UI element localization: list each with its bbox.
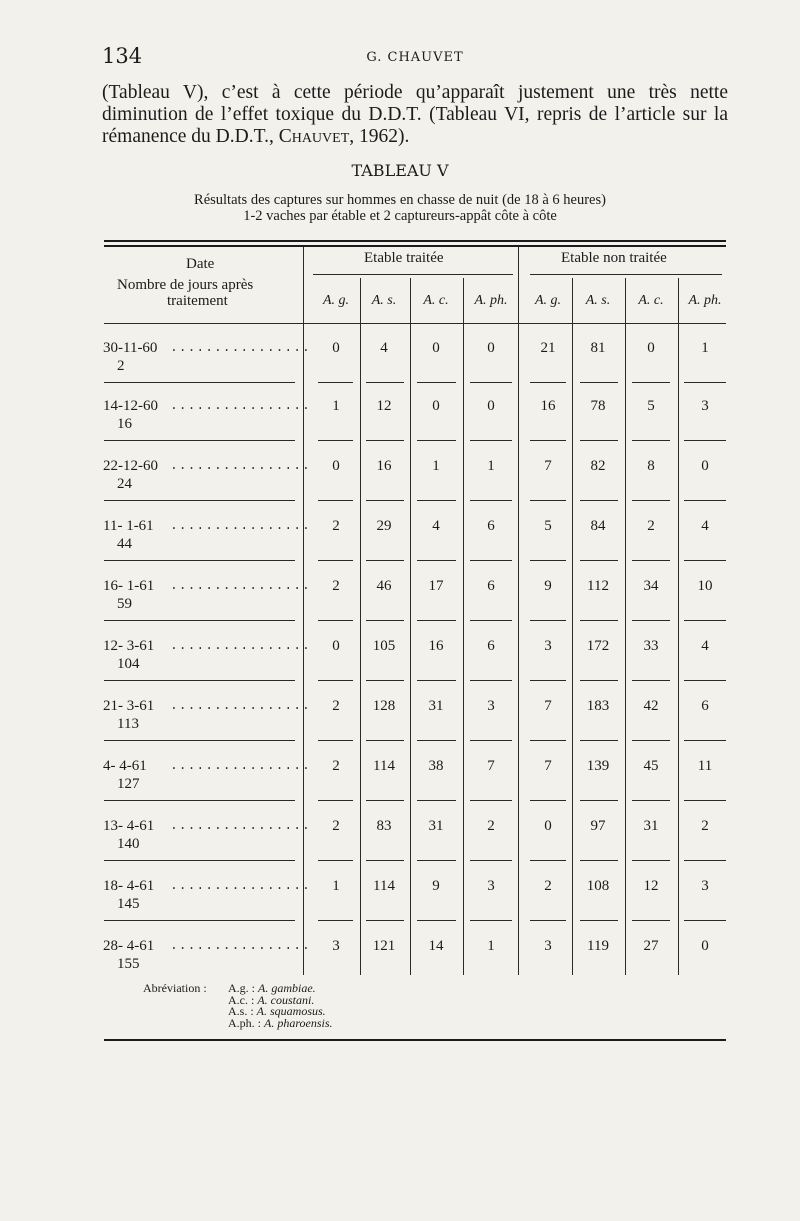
capture-count: 81: [590, 340, 606, 356]
capture-count: 11: [697, 758, 713, 774]
table-row: [0, 638, 800, 698]
table-row: [0, 518, 800, 578]
row-date: 30-11-60: [103, 340, 158, 356]
dot-leader: ................: [170, 698, 311, 713]
table-row: [0, 758, 800, 818]
header-untreated: Etable non traitée: [561, 250, 667, 266]
capture-count: 108: [586, 878, 610, 894]
species-name: A. gambiae.: [258, 981, 316, 995]
capture-count: 3: [544, 938, 552, 954]
species-header: A. ph.: [474, 293, 508, 308]
table-bottom-rule: [104, 1039, 726, 1041]
capture-count: 2: [544, 878, 552, 894]
abbreviation-code: A.c. :: [228, 992, 258, 1007]
species-name: A. coustani.: [257, 992, 315, 1007]
capture-count: 31: [428, 698, 444, 714]
capture-count: 0: [544, 818, 552, 834]
capture-count: 2: [332, 518, 340, 534]
header-underline: [104, 323, 726, 324]
capture-count: 1: [487, 938, 495, 954]
capture-count: 119: [587, 938, 609, 954]
row-days-after-treatment: 127: [117, 776, 140, 792]
capture-count: 128: [372, 698, 396, 714]
table-row: [0, 818, 800, 878]
species-name: A. squamosus.: [256, 1004, 326, 1018]
row-date: 4- 4-61: [103, 758, 147, 774]
page-header: [102, 44, 728, 74]
capture-count: 121: [372, 938, 396, 954]
row-date: 11- 1-61: [103, 518, 154, 534]
paragraph-text: (Tableau V), c’est à cette période qu’apparaît justement une très nette diminution de l’effet toxique du D.D.T. (Tableau VI, repris de l’article sur la rémanence du D.D.T.,: [102, 82, 728, 147]
capture-count: 2: [701, 818, 709, 834]
group-underline: [530, 274, 722, 275]
row-days-after-treatment: 24: [117, 476, 132, 492]
capture-count: 0: [487, 398, 495, 414]
capture-count: 12: [643, 878, 659, 894]
row-days-after-treatment: 155: [117, 956, 140, 972]
capture-count: 5: [647, 398, 655, 414]
table-row: [0, 340, 800, 400]
table-row: [0, 578, 800, 638]
capture-count: 3: [487, 878, 495, 894]
capture-count: 183: [586, 698, 610, 714]
table-top-rule-double: [104, 245, 726, 247]
row-date: 21- 3-61: [103, 698, 155, 714]
dot-leader: ................: [170, 458, 311, 473]
capture-count: 42: [643, 698, 659, 714]
dot-leader: ................: [170, 878, 311, 893]
capture-count: 4: [701, 638, 709, 654]
table-row: [0, 398, 800, 458]
capture-count: 78: [590, 398, 606, 414]
header-days-line1: Nombre de jours après: [117, 277, 254, 293]
dot-leader: ................: [170, 518, 311, 533]
capture-count: 4: [432, 518, 440, 534]
header-date: Date: [186, 256, 215, 272]
capture-count: 33: [643, 638, 659, 654]
header-treated: Etable traitée: [364, 250, 444, 266]
abbreviation-code: A.s. :: [228, 1004, 257, 1018]
capture-count: 34: [643, 578, 659, 594]
table-caption-line2: 1-2 vaches par étable et 2 captureurs-appât côte à côte: [243, 208, 557, 224]
capture-count: 0: [487, 340, 495, 356]
capture-count: 105: [372, 638, 396, 654]
dot-leader: ................: [170, 938, 311, 953]
row-date: 18- 4-61: [103, 878, 155, 894]
capture-count: 112: [587, 578, 609, 594]
capture-count: 2: [487, 818, 495, 834]
capture-count: 16: [540, 398, 556, 414]
capture-count: 7: [544, 698, 552, 714]
capture-count: 6: [701, 698, 709, 714]
capture-count: 83: [376, 818, 392, 834]
capture-count: 46: [376, 578, 392, 594]
table-row: [0, 698, 800, 758]
capture-count: 31: [643, 818, 659, 834]
row-days-after-treatment: 113: [117, 716, 139, 732]
capture-count: 114: [373, 878, 395, 894]
row-date: 16- 1-61: [103, 578, 155, 594]
row-days-after-treatment: 59: [117, 596, 132, 612]
row-date: 14-12-60: [103, 398, 158, 414]
dot-leader: ................: [170, 578, 311, 593]
capture-count: 1: [432, 458, 440, 474]
abbreviation-item: [228, 1015, 333, 1030]
capture-count: 3: [701, 398, 709, 414]
capture-count: 0: [647, 340, 655, 356]
table-row: [0, 458, 800, 518]
table-title: TABLEAU V: [351, 161, 449, 180]
capture-count: 4: [380, 340, 388, 356]
row-date: 13- 4-61: [103, 818, 155, 834]
species-header: A. s.: [371, 293, 397, 308]
capture-count: 8: [647, 458, 655, 474]
capture-count: 172: [586, 638, 610, 654]
row-date: 22-12-60: [103, 458, 158, 474]
abbreviation-label: Abréviation :: [143, 981, 207, 995]
capture-count: 0: [332, 638, 340, 654]
abbreviation-code: A.g. :: [228, 981, 258, 995]
capture-count: 16: [428, 638, 444, 654]
abbreviation-code: A.ph. :: [228, 1015, 264, 1030]
capture-count: 139: [586, 758, 610, 774]
capture-count: 14: [428, 938, 444, 954]
row-date: 28- 4-61: [103, 938, 155, 954]
capture-count: 12: [376, 398, 392, 414]
author-name: Chauvet: [278, 126, 350, 147]
capture-count: 7: [544, 458, 552, 474]
species-header: A. g.: [322, 293, 350, 308]
capture-count: 6: [487, 518, 495, 534]
capture-count: 9: [544, 578, 552, 594]
capture-count: 6: [487, 638, 495, 654]
capture-count: 2: [332, 818, 340, 834]
species-header: A. c.: [638, 293, 664, 308]
dot-leader: ................: [170, 638, 311, 653]
capture-count: 29: [376, 518, 392, 534]
species-header: A. c.: [423, 293, 449, 308]
capture-count: 6: [487, 578, 495, 594]
paragraph-end: , 1962).: [349, 126, 410, 147]
body-paragraph: [102, 82, 728, 148]
capture-count: 45: [643, 758, 659, 774]
capture-count: 7: [487, 758, 495, 774]
capture-count: 38: [428, 758, 444, 774]
species-header: A. s.: [585, 293, 611, 308]
capture-count: 0: [701, 938, 709, 954]
capture-count: 2: [332, 698, 340, 714]
capture-count: 3: [332, 938, 340, 954]
capture-count: 114: [373, 758, 395, 774]
capture-count: 1: [701, 340, 709, 356]
capture-count: 3: [544, 638, 552, 654]
table-top-rule: [104, 240, 726, 242]
capture-count: 0: [432, 398, 440, 414]
capture-count: 2: [332, 758, 340, 774]
table-row: [0, 878, 800, 938]
capture-count: 1: [487, 458, 495, 474]
capture-count: 0: [432, 340, 440, 356]
header-days-line2: traitement: [167, 293, 228, 309]
capture-count: 4: [701, 518, 709, 534]
row-days-after-treatment: 145: [117, 896, 140, 912]
capture-count: 2: [647, 518, 655, 534]
row-days-after-treatment: 2: [117, 358, 125, 374]
capture-count: 2: [332, 578, 340, 594]
capture-count: 10: [697, 578, 713, 594]
capture-count: 16: [376, 458, 392, 474]
capture-count: 3: [487, 698, 495, 714]
dot-leader: ................: [170, 818, 311, 833]
species-header: A. ph.: [688, 293, 722, 308]
capture-count: 27: [643, 938, 659, 954]
page-number: 134: [102, 44, 143, 68]
capture-count: 31: [428, 818, 444, 834]
capture-count: 0: [332, 340, 340, 356]
dot-leader: ................: [170, 758, 311, 773]
row-days-after-treatment: 140: [117, 836, 140, 852]
species-name: A. pharoensis.: [264, 1015, 333, 1030]
dot-leader: ................: [170, 340, 311, 355]
species-header: A. g.: [534, 293, 562, 308]
capture-count: 84: [590, 518, 606, 534]
row-date: 12- 3-61: [103, 638, 155, 654]
capture-count: 1: [332, 398, 340, 414]
table-row: [0, 938, 800, 998]
row-days-after-treatment: 44: [117, 536, 132, 552]
capture-count: 0: [332, 458, 340, 474]
capture-count: 1: [332, 878, 340, 894]
group-underline: [313, 274, 513, 275]
row-days-after-treatment: 16: [117, 416, 132, 432]
capture-count: 21: [540, 340, 556, 356]
capture-count: 7: [544, 758, 552, 774]
capture-count: 17: [428, 578, 444, 594]
row-days-after-treatment: 104: [117, 656, 140, 672]
capture-count: 5: [544, 518, 552, 534]
table-caption-line1: Résultats des captures sur hommes en chasse de nuit (de 18 à 6 heures): [194, 192, 606, 208]
capture-count: 82: [590, 458, 606, 474]
capture-count: 97: [590, 818, 606, 834]
capture-count: 9: [432, 878, 440, 894]
running-head: G. CHAUVET: [366, 50, 464, 65]
capture-count: 0: [701, 458, 709, 474]
capture-count: 3: [701, 878, 709, 894]
dot-leader: ................: [170, 398, 311, 413]
